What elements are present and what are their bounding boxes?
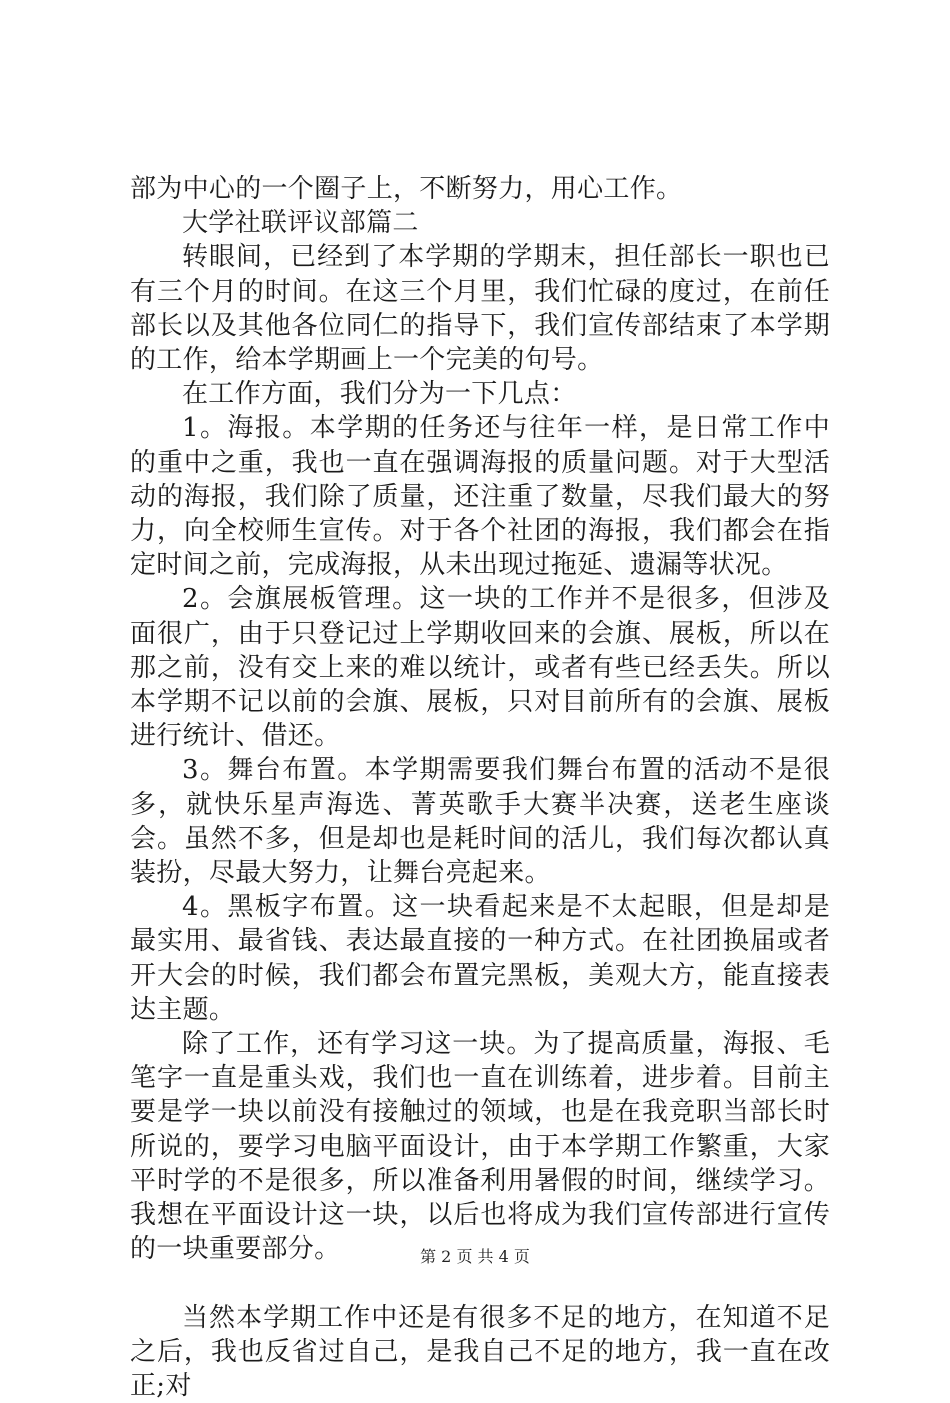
page-footer [0,1244,950,1267]
paragraph-intro: 转眼间，已经到了本学期的学期末，担任部长一职也已有三个月的时间。在这三个月里，我们忙碌的度过，在前任部长以及其他各位同仁的指导下，我们宣传部结束了本学期的工作，给本学期画上一个完美的句号。 [130,240,830,377]
paragraph-continuation: 部为中心的一个圈子上，不断努力，用心工作。 [130,172,830,206]
paragraph-item-posters: 1。海报。本学期的任务还与往年一样，是日常工作中的重中之重，我也一直在强调海报的质量问题。对于大型活动的海报，我们除了质量，还注重了数量，尽我们最大的努力，向全校师生宣传。对于各个社团的海报，我们都会在指定时间之前，完成海报，从未出现过拖延、遗漏等状况。 [130,411,830,582]
page-number-label: 第 2 页 共 4 页 [420,1247,530,1266]
section-heading: 大学社联评议部篇二 [130,206,830,240]
paragraph-item-flags-boards: 2。会旗展板管理。这一块的工作并不是很多，但涉及面很广，由于只登记过上学期收回来的会旗、展板，所以在那之前，没有交上来的难以统计，或者有些已经丢失。所以本学期不记以前的会旗、展板，只对目前所有的会旗、展板进行统计、借还。 [130,582,830,753]
paragraph-item-blackboard: 4。黑板字布置。这一块看起来是不太起眼，但是却是最实用、最省钱、表达最直接的一种方式。在社团换届或者开大会的时候，我们都会布置完黑板，美观大方，能直接表达主题。 [130,890,830,1027]
paragraph-work-aspects: 在工作方面，我们分为一下几点： [130,377,830,411]
document-body [130,172,830,1403]
paragraph-study: 除了工作，还有学习这一块。为了提高质量，海报、毛笔字一直是重头戏，我们也一直在训练着，进步着。目前主要是学一块以前没有接触过的领域，也是在我竞职当部长时所说的，要学习电脑平面设计，由于本学期工作繁重，大家平时学的不是很多，所以准备利用暑假的时间，继续学习。我想在平面设计这一块，以后也将成为我们宣传部进行宣传的一块重要部分。 [130,1027,830,1266]
paragraph-item-stage: 3。舞台布置。本学期需要我们舞台布置的活动不是很多，就快乐星声海选、菁英歌手大赛半决赛，送老生座谈会。虽然不多，但是却也是耗时间的活儿，我们每次都认真装扮，尽最大努力，让舞台亮起来。 [130,753,830,890]
paragraph-shortcomings: 当然本学期工作中还是有很多不足的地方，在知道不足之后，我也反省过自己，是我自己不足的地方，我一直在改正;对 [130,1301,830,1403]
